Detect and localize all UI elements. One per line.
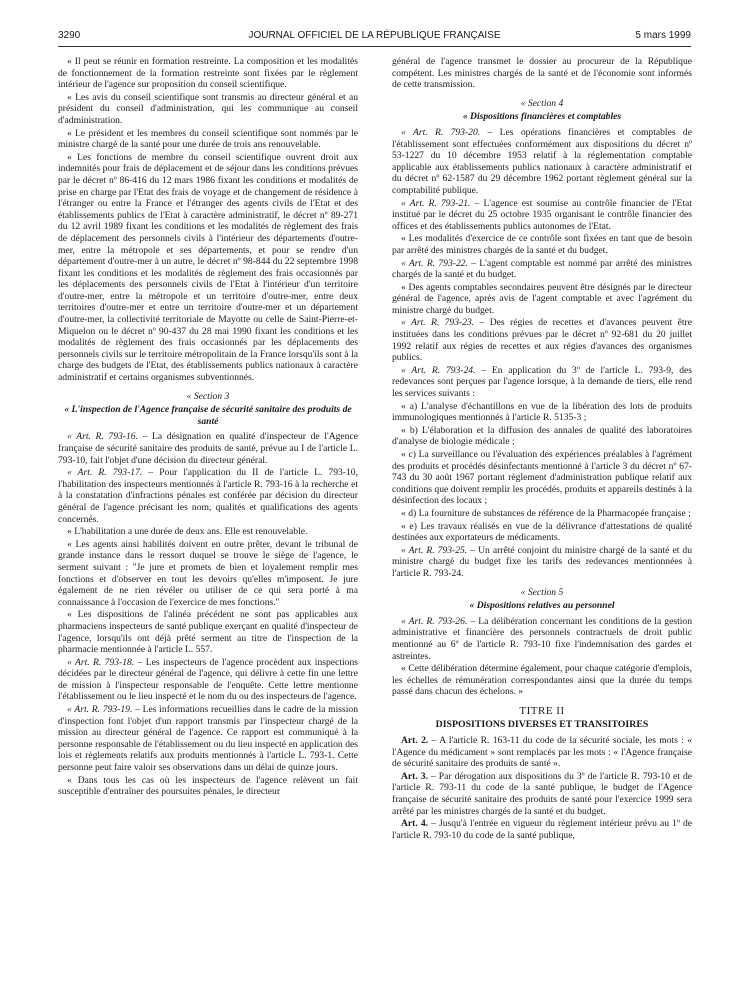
journal-title: JOURNAL OFFICIEL DE LA RÉPUBLIQUE FRANÇAISE xyxy=(248,30,501,41)
list-item: « c) La surveillance ou l'évaluation des expériences préalables à l'agrément des produits et procédés désinfectants mentionné à l'article 3 du décret nº 67-743 du 30 août 1967 portant règlement d'administration publique relatif aux conditions que doivent remplir les procédés, produits et appareils destinés à la désinfection des locaux ; xyxy=(392,449,692,507)
article-text: – Pour l'application du II de l'article L. 793-10, l'habilitation des inspecteurs mentionnés à l'article R. 793-16 à la recherche et à la constatation d'infractions pénales est conférée par décision du directeur général de l'agence précisant les nom, qualités et qualifications des agents concernés. xyxy=(58,467,358,525)
article-paragraph xyxy=(392,127,692,197)
article-paragraph xyxy=(392,616,692,662)
article-paragraph xyxy=(58,704,358,774)
paragraph: « Dans tous les cas où les inspecteurs de l'agence relèvent un fait susceptible d'entraîner des poursuites pénales, le directeur xyxy=(58,774,358,798)
section-title: « Dispositions relatives au personnel xyxy=(469,600,615,612)
paragraph: « Cette délibération détermine également, pour chaque catégorie d'emplois, les échelles de rémunération correspondantes ainsi que la durée du temps passé dans chacun des échelons. » xyxy=(392,663,692,698)
list-item: « a) L'analyse d'échantillons en vue de la libération des lots de produits immunologiques mentionnés à l'article R. 5135-3 ; xyxy=(392,400,692,424)
article-ref: « Art. R. 793-22. xyxy=(401,257,468,269)
title-heading: TITRE II xyxy=(519,704,565,717)
left-column xyxy=(58,56,358,799)
section-heading: « Section 4 xyxy=(520,97,564,109)
article-text: – En application du 3º de l'article L. 793-9, des redevances sont perçues par l'agence lorsque, à la demande de tiers, elle rend les services suivants : xyxy=(392,364,692,400)
paragraph: général de l'agence transmet le dossier au procureur de la République compétent. Les ministres chargés de la santé et de l'économie sont informés de cette transmission. xyxy=(392,56,692,91)
publication-date: 5 mars 1999 xyxy=(635,30,691,41)
paragraph: « Les modalités d'exercice de ce contrôle sont fixées en tant que de besoin par arrêté des ministres chargés de la santé et du budget. xyxy=(392,233,692,256)
paragraph: « Les fonctions de membre du conseil scientifique ouvrent droit aux indemnités pour frais de déplacement et de séjour dans les conditions prévues par le décret nº 86-416 du 12 mars 1986 fixant les conditions et modalités de prise en charge par l'Etat des frais de voyage et de changement de résidence à l'étranger ou entre la France et l'étranger des agents civils de l'Etat et des établissements publics de l'Etat à caractère administratif, le décret nº 89-271 du 12 avril 1989 fixant les conditions et les modalités de règlement des frais de déplacement des personnels civils à l'intérieur des départements d'outre-mer, entre la métropole et ses départements, et pour se rendre d'un département d'outre-mer à un autre, le décret nº 98-844 du 22 septembre 1998 fixant les conditions et les modalités de règlement des frais occasionnés par les déplacements des personnels civils de l'Etat à l'intérieur d'un territoire d'outre-mer, entre la métropole et un territoire d'outre-mer, entre deux territoires d'outre-mer et entre un territoire d'outre-mer et un département d'outre-mer, la collectivité territoriale de Mayotte ou celle de Saint-Pierre-et-Miquelon ou le décret nº 90-437 du 28 mai 1990 fixant les conditions et les modalités de règlement des frais occasionnés par les déplacements des personnels civils sur le territoire métropolitain de la France lorsqu'ils sont à la charge des budgets de l'Etat, des établissements publics nationaux à caractère administratif et certains organismes subventionnés. xyxy=(58,151,358,384)
section-heading: « Section 3 xyxy=(186,390,230,402)
section-title: « Dispositions financières et comptables xyxy=(462,111,622,123)
paragraph: « Les avis du conseil scientifique sont transmis au directeur général et au président du conseil d'administration, qui les communique au conseil d'administration. xyxy=(58,91,358,126)
article-text: – Un arrêté conjoint du ministre chargé de la santé et du ministre chargé du budget fixe les tarifs des redevances mentionnées à l'article R. 793-24. xyxy=(392,544,692,579)
paragraph: « Il peut se réunir en formation restreinte. La composition et les modalités de fonctionnement de la formation restreinte sont fixées par le règlement intérieur de l'agence sur proposition du conseil scientifique. xyxy=(58,56,358,91)
article-paragraph xyxy=(392,545,692,580)
section-title: « L'inspection de l'Agence française de sécurité sanitaire des produits de santé xyxy=(64,404,352,427)
section-heading: « Section 5 xyxy=(520,586,564,598)
article-ref: « Art. R. 793-20. xyxy=(401,126,481,138)
list-item: « d) La fourniture de substances de référence de la Pharmacopée française ; xyxy=(401,507,691,519)
list-item: « b) L'élaboration et la diffusion des annales de qualité des laboratoires d'analyse de biologie médicale ; xyxy=(392,424,692,448)
paragraph: « Les agents ainsi habilités doivent en outre prêter, devant le tribunal de grande instance dans le ressort duquel se trouve le siège de l'agence, le serment suivant : "Je jure et promets de bien et loyalement remplir mes fonctions et d'observer en tout les devoirs qu'elles m'imposent. Je jure également de ne rien révéler ou utiliser de ce qui sera porté à ma connaissance à l'occasion de l'exercice de mes fonctions." xyxy=(58,538,358,608)
article-ref: « Art. R. 793-24. xyxy=(401,364,476,376)
page-number: 3290 xyxy=(58,30,81,41)
article-ref: « Art. R. 793-19. xyxy=(67,704,133,716)
article-ref: « Art. R. 793-23. xyxy=(401,317,475,329)
article-text: – L'agent comptable est nommé par arrêté des ministres chargés de la santé et du budget. xyxy=(392,257,692,281)
article-paragraph xyxy=(392,818,692,841)
paragraph: « Les dispositions de l'alinéa précédent ne sont pas applicables aux pharmaciens inspecteurs de santé publique exerçant en qualité d'inspecteur de l'agence, lorsqu'ils ont déjà prêté serment au titre de l'inspection de la pharmacie mentionnée à l'article L. 557. xyxy=(58,609,358,656)
article-label: Art. 2. xyxy=(401,735,429,747)
article-text: – Par dérogation aux dispositions du 3º de l'article R. 793-10 et de l'article R. 793-11 du code de la santé publique, le budget de l'Agence française de sécurité sanitaire des produits de santé pour l'exercice 1999 sera arrêté par les ministres chargés de la santé et du budget. xyxy=(392,770,693,817)
article-ref: « Art. R. 793-21. xyxy=(401,197,471,209)
article-paragraph xyxy=(58,467,358,525)
article-ref: « Art. R. 793-25. xyxy=(401,544,468,556)
list-item: « e) Les travaux réalisés en vue de la délivrance d'attestations de qualité destinées aux exportateurs de médicaments. xyxy=(392,520,692,544)
article-paragraph xyxy=(392,771,692,817)
article-ref: « Art. R. 793-18. xyxy=(67,656,135,668)
article-text: – La délibération concernant les conditions de la gestion administrative et financière des personnels contractuels de droit public mentionné au 6º de l'article R. 793-10 fixe l'indemnisation des gardes et astreintes. xyxy=(392,615,692,662)
paragraph: « L'habilitation a une durée de deux ans. Elle est renouvelable. xyxy=(67,526,308,538)
article-paragraph xyxy=(392,198,692,233)
title-subheading: DISPOSITIONS DIVERSES ET TRANSITOIRES xyxy=(435,719,649,731)
page-header xyxy=(58,30,691,47)
article-ref: « Art. R. 793-16. xyxy=(67,431,138,443)
article-text: – A l'article R. 163-11 du code de la sécurité sociale, les mots : « l'Agence du médicament » sont remplacés par les mots : « l'Agence française de sécurité sanitaire des produits de santé ». xyxy=(392,735,692,770)
article-text: – Des régies de recettes et d'avances peuvent être instituées dans les conditions prévues par le décret nº 92-681 du 20 juillet 1992 relatif aux régies de recettes et aux régies d'avances des organismes publics. xyxy=(392,317,692,364)
article-label: Art. 3. xyxy=(401,770,428,782)
article-paragraph xyxy=(392,735,692,770)
article-text: – Les opérations financières et comptables de l'établissement sont effectuées conformément aux dispositions du décret nº 53-1227 du 10 décembre 1953 relatif à la réglementation comptable applicable aux établissements publics nationaux à caractère administratif et du décret nº 62-1587 du 29 décembre 1962 portant règlement général sur la comptabilité publique. xyxy=(392,126,692,196)
article-text: – La désignation en qualité d'inspecteur de l'Agence française de sécurité sanitaire des produits de santé, prévue au I de l'article L. 793-10, fait l'objet d'une décision du directeur général. xyxy=(58,431,358,466)
paragraph: « Le président et les membres du conseil scientifique sont nommés par le ministre chargé de la santé pour une durée de trois ans renouvelable. xyxy=(58,127,358,151)
article-ref: « Art. R. 793-17. xyxy=(67,467,143,479)
article-text: – Les informations recueillies dans le cadre de la mission d'inspection font l'objet d'un rapport transmis par l'inspecteur chargé de la mission au directeur général de l'agence. Ce rapport est communiqué à la personne responsable de l'établissement ou du lieu inspecté en application des lois et règlements relatifs aux produits mentionnés à l'article L. 793-1. Cette personne peut faire valoir ses observations dans un délai de quinze jours. xyxy=(58,704,358,774)
right-column xyxy=(392,56,692,842)
article-text: – Jusqu'à l'entrée en vigueur du règlement intérieur prévu au 1º de l'article R. 793-10 du code de la santé publique, xyxy=(392,818,693,841)
article-text: – L'agence est soumise au contrôle financier de l'Etat institué par le décret du 25 octobre 1935 organisant le contrôle financier des offices et des établissements publics autonomes de l'Etat. xyxy=(392,197,692,232)
article-ref: « Art. R. 793-26. xyxy=(401,615,468,627)
article-paragraph xyxy=(58,657,358,703)
article-paragraph xyxy=(392,258,692,281)
article-paragraph xyxy=(58,431,358,466)
article-label: Art. 4. xyxy=(401,818,429,830)
article-paragraph xyxy=(392,365,692,400)
article-text: – Les inspecteurs de l'agence procèdent aux inspections décidées par le directeur général de l'agence, qui délivre à cette fin une lettre de mission à l'inspecteur responsable de l'enquête. Cette lettre mentionne l'établissement ou le lieu inspecté et le nom du ou des inspecteurs de l'agence. xyxy=(58,656,358,703)
article-paragraph xyxy=(392,317,692,363)
paragraph: « Des agents comptables secondaires peuvent être désignés par le directeur général de l'agence, après avis de l'agent comptable et avec l'agrément du ministre chargé du budget. xyxy=(392,281,692,316)
